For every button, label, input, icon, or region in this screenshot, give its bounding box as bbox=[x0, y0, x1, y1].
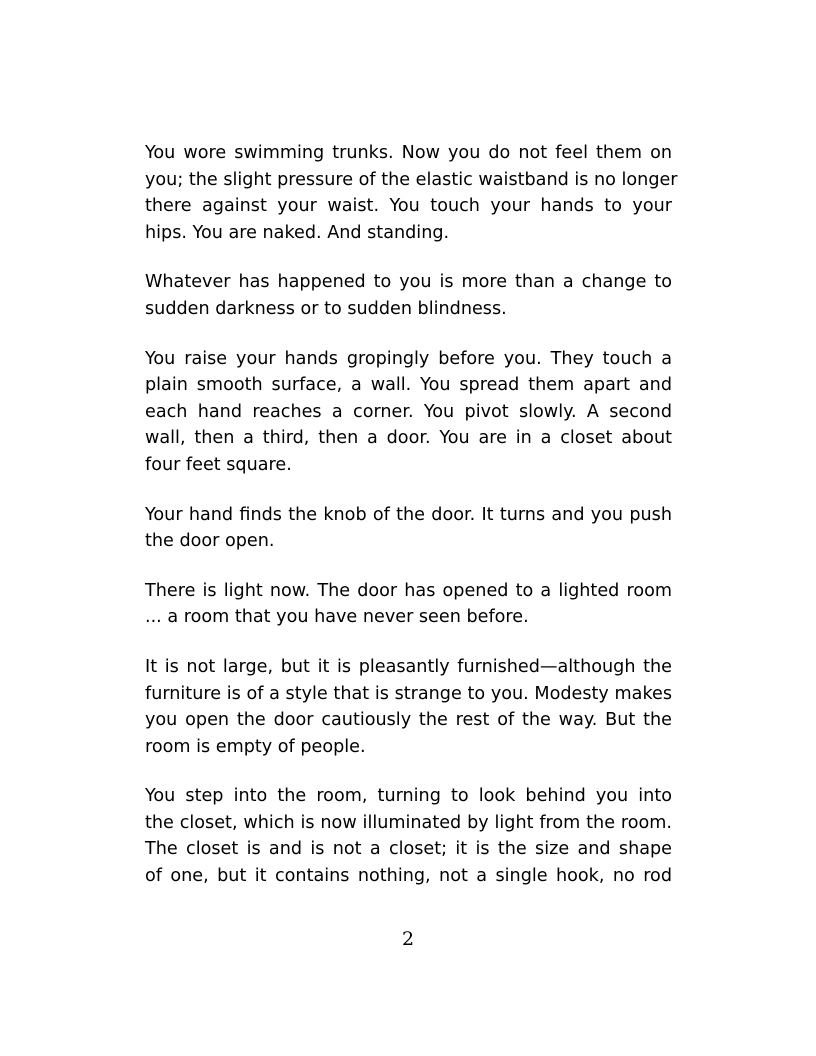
text-line: There is light now. The door has opened to a lighted room bbox=[145, 580, 672, 601]
text-line: plain smooth surface, a wall. You spread them apart and bbox=[145, 375, 672, 396]
paragraph bbox=[145, 578, 672, 631]
text-line: the closet, which is now illuminated by light from the room. bbox=[145, 812, 672, 833]
text-line: wall, then a third, then a door. You are in a closet about bbox=[145, 428, 672, 449]
text-line: of one, but it contains nothing, not a single hook, no rod bbox=[145, 866, 672, 887]
paragraph bbox=[145, 502, 672, 555]
text-line: ... a room that you have never seen before. bbox=[145, 607, 529, 628]
text-line: there against your waist. You touch your hands to your bbox=[145, 196, 672, 217]
text-line: sudden darkness or to sudden blindness. bbox=[145, 298, 507, 319]
body-text bbox=[145, 140, 678, 913]
text-line: It is not large, but it is pleasantly furnished—although the bbox=[145, 656, 672, 677]
paragraph bbox=[145, 654, 672, 760]
text-line: the door open. bbox=[145, 531, 275, 552]
paragraph bbox=[145, 783, 672, 889]
paragraph bbox=[145, 269, 672, 322]
page-number: 2 bbox=[401, 928, 415, 950]
text-line: You wore swimming trunks. Now you do not feel them on bbox=[145, 143, 672, 163]
text-line: furniture is of a style that is strange to you. Modesty makes bbox=[145, 683, 672, 704]
text-line: room is empty of people. bbox=[145, 736, 366, 757]
text-line: Your hand finds the knob of the door. It turns and you push bbox=[145, 504, 672, 525]
text-line: You raise your hands gropingly before you. They touch a bbox=[145, 348, 672, 369]
text-line: The closet is and is not a closet; it is the size and shape bbox=[145, 839, 672, 860]
text-line: four feet square. bbox=[145, 454, 292, 475]
text-line: You step into the room, turning to look behind you into bbox=[145, 786, 672, 807]
text-line: you; the slight pressure of the elastic waistband is no longer bbox=[145, 169, 678, 190]
text-line: Whatever has happened to you is more than a change to bbox=[145, 272, 672, 293]
paragraph bbox=[145, 346, 672, 479]
paragraph bbox=[145, 140, 678, 246]
text-line: each hand reaches a corner. You pivot slowly. A second bbox=[145, 401, 672, 422]
text-line: you open the door cautiously the rest of the way. But the bbox=[145, 710, 672, 731]
text-line: hips. You are naked. And standing. bbox=[145, 222, 450, 243]
